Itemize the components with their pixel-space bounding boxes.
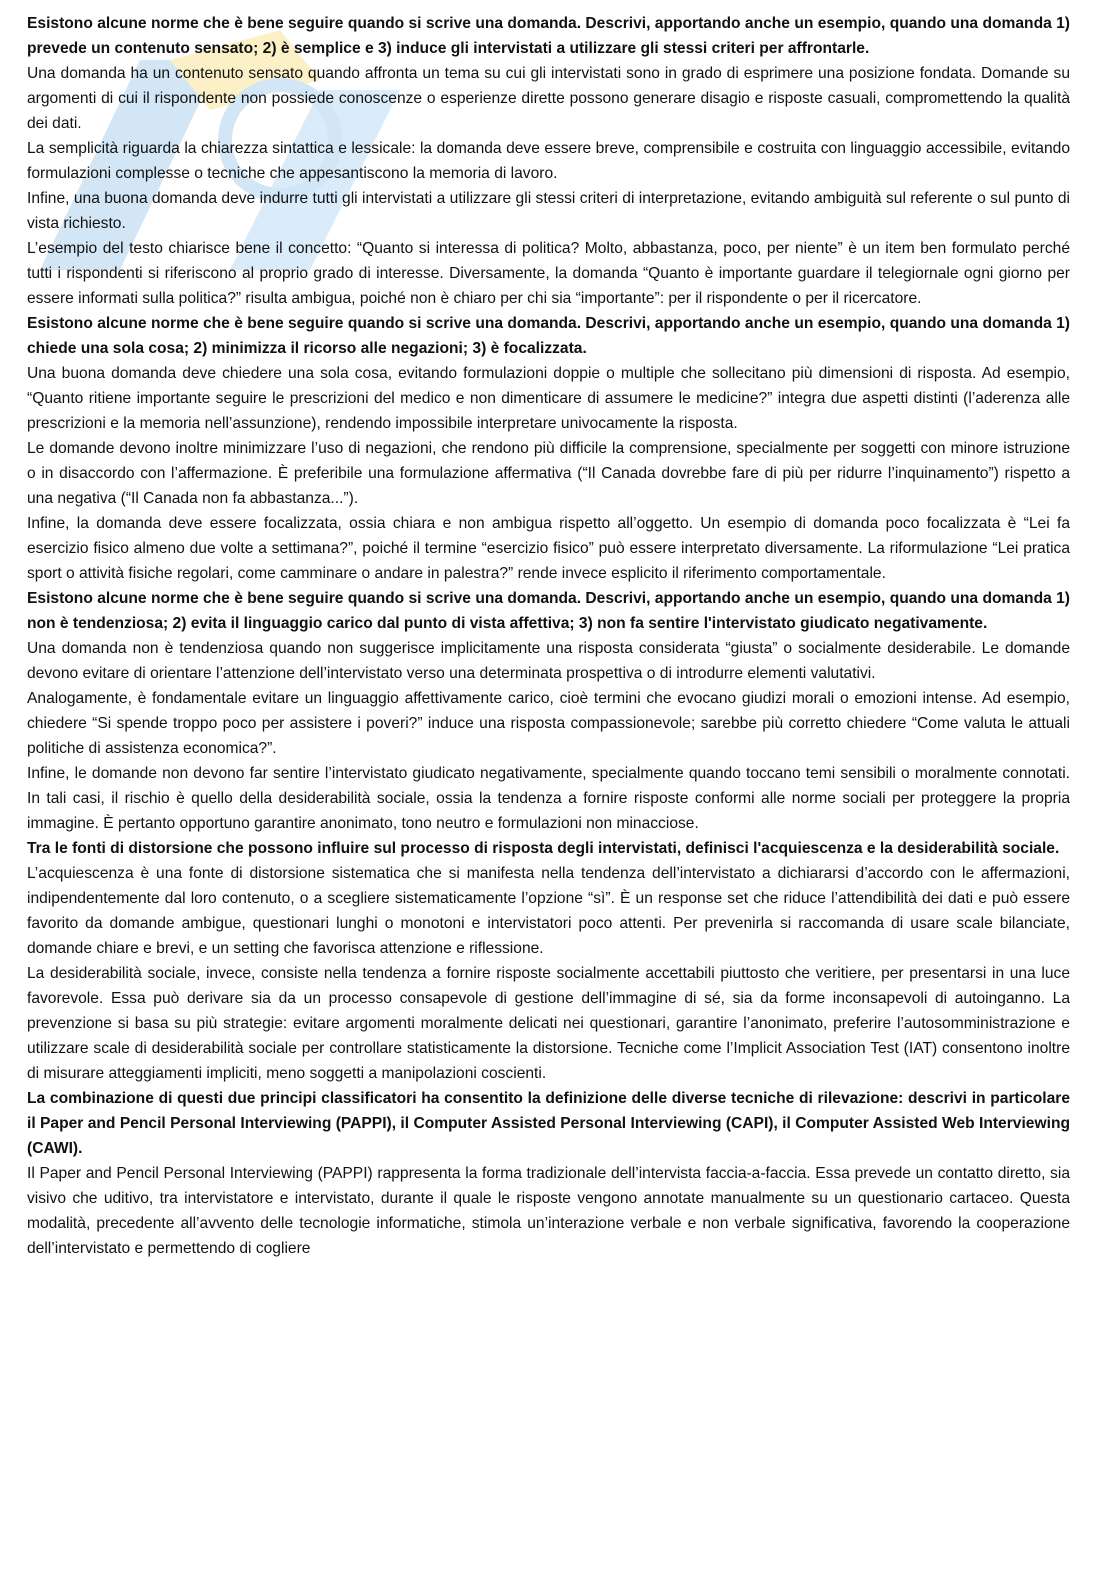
answer-paragraph: La semplicità riguarda la chiarezza sintattica e lessicale: la domanda deve essere breve, comprensibile e costruita con linguaggio accessibile, evitando formulazioni complesse o tecniche che appesantiscono la memoria di lavoro. [27, 140, 1070, 182]
question-heading: Esistono alcune norme che è bene seguire quando si scrive una domanda. Descrivi, apportando anche un esempio, quando una domanda 1) chiede una sola cosa; 2) minimizza il ricorso alle negazioni; 3) è focalizzata. [27, 315, 1070, 357]
question-heading: Tra le fonti di distorsione che possono influire sul processo di risposta degli intervistati, definisci l'acquiescenza e la desiderabilità sociale. [27, 840, 1060, 857]
answer-paragraph: Le domande devono inoltre minimizzare l’uso di negazioni, che rendono più difficile la comprensione, specialmente per soggetti con minore istruzione o in disaccordo con l’affermazione. È preferibile una formulazione affermativa (“Il Canada dovrebbe fare di più per ridurre l’inquinamento”) rispetto a una negativa (“Il Canada non fa abbastanza...”). [27, 440, 1070, 507]
answer-paragraph: Infine, le domande non devono far sentire l’intervistato giudicato negativamente, specialmente quando toccano temi sensibili o moralmente connotati. In tali casi, il rischio è quello della desiderabilità sociale, ossia la tendenza a fornire risposte conformi alle norme sociali per proteggere la propria immagine. È pertanto opportuno garantire anonimato, tono neutro e formulazioni non minacciose. [27, 765, 1070, 832]
answer-paragraph: Una domanda ha un contenuto sensato quando affronta un tema su cui gli intervistati sono in grado di esprimere una posizione fondata. Domande su argomenti di cui il rispondente non possiede conoscenze o esperienze dirette possono generare disagio e risposte casuali, compromettendo la qualità dei dati. [27, 65, 1070, 132]
document-body [27, 11, 1070, 1261]
answer-paragraph: L’acquiescenza è una fonte di distorsione sistematica che si manifesta nella tendenza dell’intervistato a dichiararsi d’accordo con le affermazioni, indipendentemente dal loro contenuto, o a scegliere sistematicamente l’opzione “sì”. È un response set che riduce l’attendibilità dei dati e può essere favorito da domande ambigue, questionari lunghi o monotoni e intervistatori poco attenti. Per prevenirla si raccomanda di usare scale bilanciate, domande chiare e brevi, e un setting che favorisca attenzione e riflessione. [27, 865, 1070, 957]
answer-paragraph: L’esempio del testo chiarisce bene il concetto: “Quanto si interessa di politica? Molto, abbastanza, poco, per niente” è un item ben formulato perché tutti i rispondenti si riferiscono al proprio grado di interesse. Diversamente, la domanda “Quanto è importante guardare il telegiornale ogni giorno per essere informati sulla politica?” risulta ambigua, poiché non è chiaro per chi sia “importante”: per il rispondente o per il ricercatore. [27, 240, 1070, 307]
answer-paragraph: Analogamente, è fondamentale evitare un linguaggio affettivamente carico, cioè termini che evocano giudizi morali o emozioni intense. Ad esempio, chiedere “Si spende troppo poco per assistere i poveri?” induce una risposta compassionevole; sarebbe più corretto chiedere “Come valuta le attuali politiche di assistenza economica?”. [27, 690, 1070, 757]
answer-paragraph: Una domanda non è tendenziosa quando non suggerisce implicitamente una risposta considerata “giusta” o socialmente desiderabile. Le domande devono evitare di orientare l’attenzione dell’intervistato verso una determinata prospettiva o di introdurre elementi valutativi. [27, 640, 1070, 682]
answer-paragraph: Infine, la domanda deve essere focalizzata, ossia chiara e non ambigua rispetto all’oggetto. Un esempio di domanda poco focalizzata è “Lei fa esercizio fisico almeno due volte a settimana?”, poiché il termine “esercizio fisico” può essere interpretato diversamente. La riformulazione “Lei pratica sport o attività fisiche regolari, come camminare o andare in palestra?” rende invece esplicito il riferimento comportamentale. [27, 515, 1070, 582]
answer-paragraph: Il Paper and Pencil Personal Interviewing (PAPPI) rappresenta la forma tradizionale dell’intervista faccia-a-faccia. Essa prevede un contatto diretto, sia visivo che uditivo, tra intervistatore e intervistato, durante il quale le risposte vengono annotate manualmente su un questionario cartaceo. Questa modalità, precedente all’avvento delle tecnologie informatiche, stimola un’interazione verbale e non verbale significativa, favorendo la cooperazione dell’intervistato e permettendo di cogliere [27, 1165, 1070, 1257]
answer-paragraph: Una buona domanda deve chiedere una sola cosa, evitando formulazioni doppie o multiple che sollecitano più dimensioni di risposta. Ad esempio, “Quanto ritiene importante seguire le prescrizioni del medico e non dimenticare di assumere le medicine?” integra due aspetti distinti (l’aderenza alle prescrizioni e la memoria nell’assunzione), rendendo impossibile interpretare univocamente la risposta. [27, 365, 1070, 432]
question-heading: Esistono alcune norme che è bene seguire quando si scrive una domanda. Descrivi, apportando anche un esempio, quando una domanda 1) prevede un contenuto sensato; 2) è semplice e 3) induce gli intervistati a utilizzare gli stessi criteri per affrontarle. [27, 15, 1070, 57]
answer-paragraph: La desiderabilità sociale, invece, consiste nella tendenza a fornire risposte socialmente accettabili piuttosto che veritiere, per presentarsi in una luce favorevole. Essa può derivare sia da un processo consapevole di gestione dell’immagine di sé, sia da forme inconsapevoli di autoinganno. La prevenzione si basa su più strategie: evitare argomenti moralmente delicati nei questionari, garantire l’anonimato, preferire l’autosomministrazione e utilizzare scale di desiderabilità sociale per controllare statisticamente la distorsione. Tecniche come l’Implicit Association Test (IAT) consentono inoltre di misurare atteggiamenti impliciti, meno soggetti a manipolazioni coscienti. [27, 965, 1070, 1082]
question-heading: Esistono alcune norme che è bene seguire quando si scrive una domanda. Descrivi, apportando anche un esempio, quando una domanda 1) non è tendenziosa; 2) evita il linguaggio carico dal punto di vista affettiva; 3) non fa sentire l'intervistato giudicato negativamente. [27, 590, 1070, 632]
question-heading: La combinazione di questi due principi classificatori ha consentito la definizione delle diverse tecniche di rilevazione: descrivi in particolare il Paper and Pencil Personal Interviewing (PAPPI), il Computer Assisted Personal Interviewing (CAPI), il Computer Assisted Web Interviewing (CAWI). [27, 1090, 1070, 1157]
answer-paragraph: Infine, una buona domanda deve indurre tutti gli intervistati a utilizzare gli stessi criteri di interpretazione, evitando ambiguità sul referente o sul punto di vista richiesto. [27, 190, 1070, 232]
